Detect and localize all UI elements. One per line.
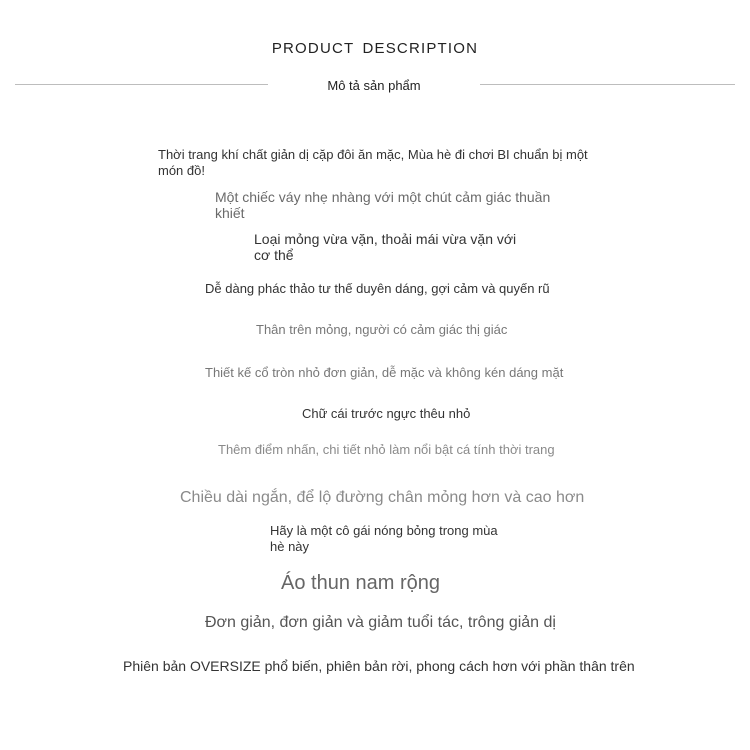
- description-line-4: Dễ dàng phác thảo tư thế duyên dáng, gợi cảm và quyến rũ: [205, 281, 550, 296]
- description-line-5: Thân trên mỏng, người có cảm giác thị giác: [256, 322, 508, 337]
- description-line-10: Hãy là một cô gái nóng bỏng trong mùa hè này: [270, 523, 498, 554]
- description-line-7: Chữ cái trước ngực thêu nhỏ: [302, 406, 471, 421]
- page-subtitle: Mô tả sản phẩm: [268, 78, 480, 93]
- description-line-9: Chiều dài ngắn, để lộ đường chân mỏng hơn và cao hơn: [180, 489, 585, 506]
- description-line-13: Phiên bản OVERSIZE phổ biến, phiên bản rời, phong cách hơn với phần thân trên: [123, 658, 635, 674]
- description-line-11: Áo thun nam rộng: [281, 572, 440, 594]
- description-line-3: Loại mỏng vừa vặn, thoải mái vừa vặn với cơ thể: [254, 231, 517, 263]
- page-title: PRODUCT DESCRIPTION: [271, 40, 479, 57]
- description-line-2: Một chiếc váy nhẹ nhàng với một chút cảm giác thuần khiết: [215, 189, 551, 221]
- description-line-6: Thiết kế cổ tròn nhỏ đơn giản, dễ mặc và không kén dáng mặt: [205, 365, 564, 380]
- description-line-8: Thêm điểm nhấn, chi tiết nhỏ làm nổi bật cá tính thời trang: [218, 442, 555, 457]
- description-line-12: Đơn giản, đơn giản và giảm tuổi tác, trông giản dị: [205, 614, 556, 631]
- divider-right: [479, 84, 735, 85]
- description-line-1: Thời trang khí chất giản dị cặp đôi ăn mặc, Mùa hè đi chơi BI chuẩn bị một món đồ!: [158, 147, 588, 178]
- divider-left: [15, 84, 270, 85]
